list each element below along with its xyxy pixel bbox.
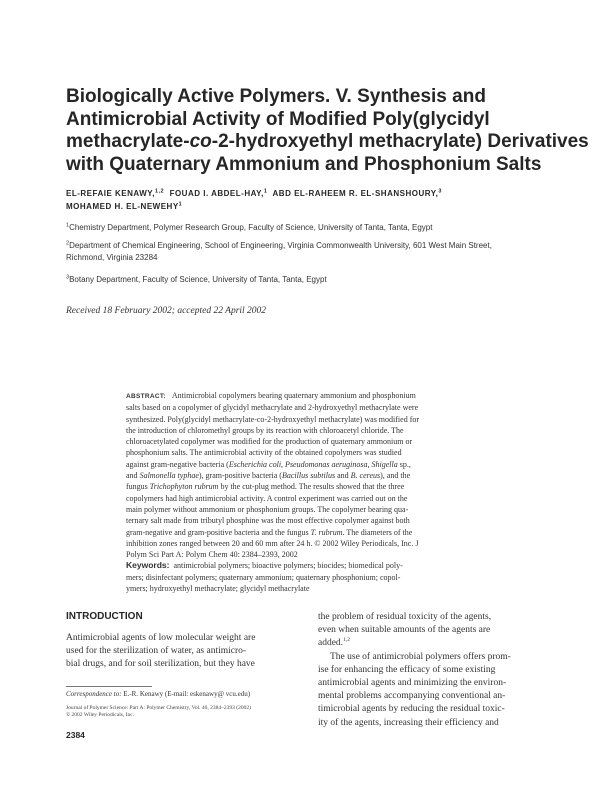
correspondence-footnote [66,690,296,698]
abstract-8-italic-3: B. cereus [350,471,381,481]
abstract-13-italic: T. rubrum [310,527,343,537]
abstract-7b: sp., [397,459,411,469]
intro-right-line-9: ity of the agents, increasing their efficiency and [318,717,499,728]
title-line-2: Antimicrobial Activity of Modified Poly(glycidyl [66,108,490,130]
affiliation-2-line-1: Department of Chemical Engineering, School of Engineering, Virginia Commonwealth University, 601 West Main Street, [69,241,492,250]
abstract-line-12: ternary salt made from tributyl phosphine was the most effective copolymer against both [126,516,410,526]
title-line-3-b: -2-hydroxyethyl methacrylate) Derivatives [211,131,589,152]
keywords-label: Keywords: [126,560,170,571]
abstract-line-6: phosphonium salts. The antimicrobial activity of the obtained copolymers was studied [126,448,402,458]
intro-right-line-7: mental problems accompanying conventional an- [318,691,506,702]
intro-right-line-8: timicrobial agents by reducing the residual toxic- [318,704,505,715]
abstract-line-9 [126,481,494,492]
journal-line-1: Journal of Polymer Science: Part A: Polymer Chemistry, Vol. 40, 2384–2393 (2002) [66,705,251,711]
author-kenawy-sup: 1,2 [154,188,165,195]
abstract-7-italic: Escherichia coli, Pseudomonas aeruginosa, Shigella [228,459,398,469]
intro-left-line-3: bial drugs, and for soil sterilization, but they have [66,659,255,670]
abstract-8b: ), gram-positive bacteria ( [198,471,282,481]
intro-right-line-6: antimicrobial agents and minimizing the environ- [318,678,507,689]
title-line-3-a: methacrylate- [66,131,190,152]
keywords-line-1 [126,560,494,571]
author-line-1 [66,187,586,200]
affiliation-3 [66,274,566,286]
paper-title [66,86,589,176]
abstract-9b: by the cut-plug method. The results showed that the three [218,482,405,492]
intro-left-line-1: Antimicrobial agents of low molecular weight are [66,633,256,643]
abstract-line-13 [126,527,494,538]
affiliation-2 [66,240,566,264]
abstract-line-1 [126,390,494,402]
intro-right-line-3 [318,637,548,650]
title-line-3 [66,131,589,154]
abstract-line-3: synthesized. Poly(glycidyl methacrylate-co-2-hydroxyethyl methacrylate) was modified for [126,414,420,424]
affiliation-1 [66,222,566,234]
intro-right-line-3-text: added. [318,638,344,649]
author-abdel-hay: FOUAD I. ABDEL-HAY, [169,189,264,198]
intro-left-line-2: used for the sterilization of water, as antimicro- [66,646,247,657]
affiliation-3-sup: 3 [66,274,70,281]
abstract-8d: ), and the [380,471,411,481]
abstract-line-4: the introduction of chloromethyl groups by its reaction with chloroacetyl chloride. The [126,425,404,435]
journal-line-2: © 2002 Wiley Periodicals, Inc. [66,712,135,718]
intro-right-line-2: even when suitable amounts of the agents are [318,625,491,636]
correspondence-text: E.-R. Kenawy (E-mail: eskenawy@ vcu.edu) [121,690,251,698]
page-number: 2384 [66,730,85,740]
abstract-line-11: main polymer without ammonium or phosphonium groups. The copolymer bearing qua- [126,504,409,514]
abstract-7a: against gram-negative bacteria ( [126,459,229,469]
author-line-2 [66,200,586,213]
abstract-line-14: inhibition zones ranged between 20 and 60 mm after 24 h. © 2002 Wiley Periodicals, Inc. J [126,538,419,548]
abstract-line-2: salts based on a copolymer of glycidyl methacrylate and 2-hydroxyethyl methacrylate were [126,403,419,413]
journal-info [66,705,251,719]
affiliation-1-sup: 1 [66,222,70,229]
abstract-13a: gram-negative and gram-positive bacteria and the fungus [126,527,311,537]
intro-right-column [318,611,548,730]
title-line-1: Biologically Active Polymers. V. Synthesis and [66,86,486,107]
author-list [66,187,586,213]
author-el-newehy: MOHAMED H. EL-NEWEHY [66,202,179,211]
intro-right-line-1: the problem of residual toxicity of the agents, [318,612,492,622]
author-el-newehy-sup: 1 [178,201,183,208]
affiliation-1-text: Chemistry Department, Polymer Research Group, Faculty of Science, University of Tanta, Tanta, Egypt [69,223,433,232]
abstract-label: ABSTRACT: [126,393,166,400]
received-dates: Received 18 February 2002; accepted 22 April 2002 [66,306,267,316]
title-line-3-italic: co [189,131,212,152]
introduction-heading: INTRODUCTION [66,611,143,622]
intro-right-line-5: ise for enhancing the efficacy of some existing [318,664,496,675]
abstract-line-5: chloroacetylated copolymer was modified for the production of quaternary ammonium or [126,437,413,447]
abstract-9-italic: Trichophyton rubrum [149,482,219,492]
author-abdel-hay-sup: 1 [263,188,268,195]
abstract-8-italic-1: Salmonella typhae [139,471,199,481]
abstract-13b: . The diameters of the [342,527,413,537]
citation-sup: 1,2 [343,637,350,644]
abstract-8c: and [335,471,351,481]
abstract-8-italic-2: Bacillus subtilus [281,471,336,481]
author-el-shanshoury-sup: 3 [438,188,442,195]
keywords-line-2: mers; disinfectant polymers; quaternary ammonium; quaternary phosphonium; copol- [126,572,401,582]
intro-right-line-4: The use of antimicrobial polymers offers prom- [330,651,511,662]
title-line-4: with Quaternary Ammonium and Phosphonium Salts [66,153,542,175]
keywords-line-3: ymers; hydroxyethyl methacrylate; glycidyl methacrylate [126,584,310,594]
footnote-rule [66,686,152,687]
abstract-line-10: copolymers had high antimicrobial activity. A control experiment was carried out on the [126,493,408,503]
keywords-text-1: antimicrobial polymers; bioactive polymers; biocides; biomedical poly- [173,561,403,571]
abstract-line-15: Polym Sci Part A: Polym Chem 40: 2384–2393, 2002 [126,550,298,560]
author-kenawy: EL-REFAIE KENAWY, [66,189,155,198]
intro-left-column [66,632,296,672]
abstract-text-1: Antimicrobial copolymers bearing quaternary ammonium and phosphonium [171,391,416,400]
abstract-line-8 [126,470,494,481]
abstract-8a: and [126,471,140,481]
abstract-9a: fungus [126,482,150,492]
author-el-shanshoury: ABD EL-RAHEEM R. EL-SHANSHOURY, [272,189,439,198]
abstract-line-7 [126,459,494,470]
correspondence-label: Correspondence to: [66,690,122,698]
abstract [126,390,494,594]
affiliation-2-line-2: Richmond, Virginia 23284 [66,253,158,262]
affiliation-2-sup: 2 [66,240,70,247]
affiliation-3-text: Botany Department, Faculty of Science, University of Tanta, Tanta, Egypt [69,275,327,284]
